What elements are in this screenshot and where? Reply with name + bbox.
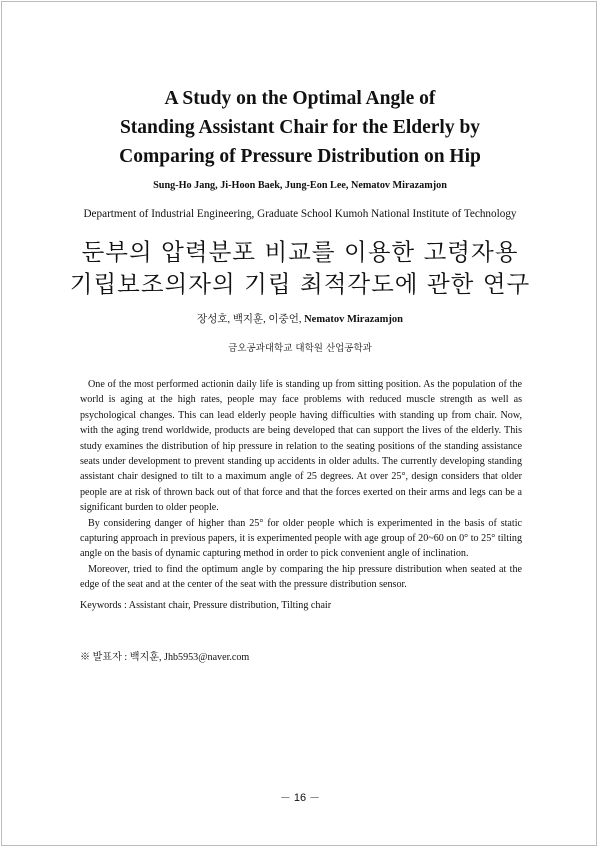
title-line: Comparing of Pressure Distribution on Hip bbox=[119, 146, 481, 167]
korean-affiliation: 금오공과대학교 대학원 산업공학과 bbox=[228, 343, 372, 354]
korean-title bbox=[0, 236, 600, 300]
korean-author-names: 장성호, 백지훈, 이중언, bbox=[197, 314, 302, 325]
keywords: Keywords : Assistant chair, Pressure distribution, Tilting chair bbox=[80, 600, 332, 611]
affiliation: Department of Industrial Engineering, Graduate School Kumoh National Institute of Technology bbox=[83, 208, 517, 220]
title-line: A Study on the Optimal Angle of bbox=[164, 88, 436, 109]
page-number: － 16 － bbox=[279, 792, 321, 804]
title-line: Standing Assistant Chair for the Elderly by bbox=[119, 117, 481, 138]
abstract bbox=[80, 377, 522, 593]
abstract-paragraph: By considering danger of higher than 25° for older people which is experimented in the basis of static capturing approach in previous papers, it is experimented people with age group of 20~60 on 0° to 25° tilting angle on the basis of dynamic capturing method in order to pick convenient angle of inclination. bbox=[80, 517, 522, 560]
korean-author-latin-name: Nematov Mirazamjon bbox=[304, 314, 403, 325]
abstract-paragraph: One of the most performed actionin daily life is standing up from sitting position. As the population of the world is aging at the high rates, people may face problems with reduced muscle strength as well as psychological changes. This can lead elderly people having difficulties with standing up from chair. Now, with the aging trend worldwide, products are being developed that can support the lives of the elderly. This study examines the distribution of hip pressure in relation to the seating positions of the standing assistance seats under development to prevent standing up accidents in older adults. The currently developing standing assistant chair designed to tilt to a maximum angle of 25 degrees. At over 25°, design considers that older people are at risk of thrown back out of that force and that the forces exerted on their arms and legs can be a significant burden to older people. bbox=[80, 379, 522, 514]
author-list: Sung-Ho Jang, Ji-Hoon Baek, Jung-Eon Lee, Nematov Mirazamjon bbox=[153, 180, 447, 191]
korean-author-list bbox=[0, 313, 600, 327]
paper-title bbox=[0, 84, 600, 171]
abstract-paragraph: Moreover, tried to find the optimum angle by comparing the hip pressure distribution when seated at the edge of the seat and at the center of the seat with the pressure distribution sensor. bbox=[80, 563, 522, 591]
korean-title-line: 둔부의 압력분포 비교를 이용한 고령자용 bbox=[81, 238, 519, 266]
presenter-note: ※ 발표자 : 백지훈, Jhb5953@naver.com bbox=[80, 652, 250, 663]
korean-title-line: 기립보조의자의 기립 최적각도에 관한 연구 bbox=[69, 270, 531, 298]
